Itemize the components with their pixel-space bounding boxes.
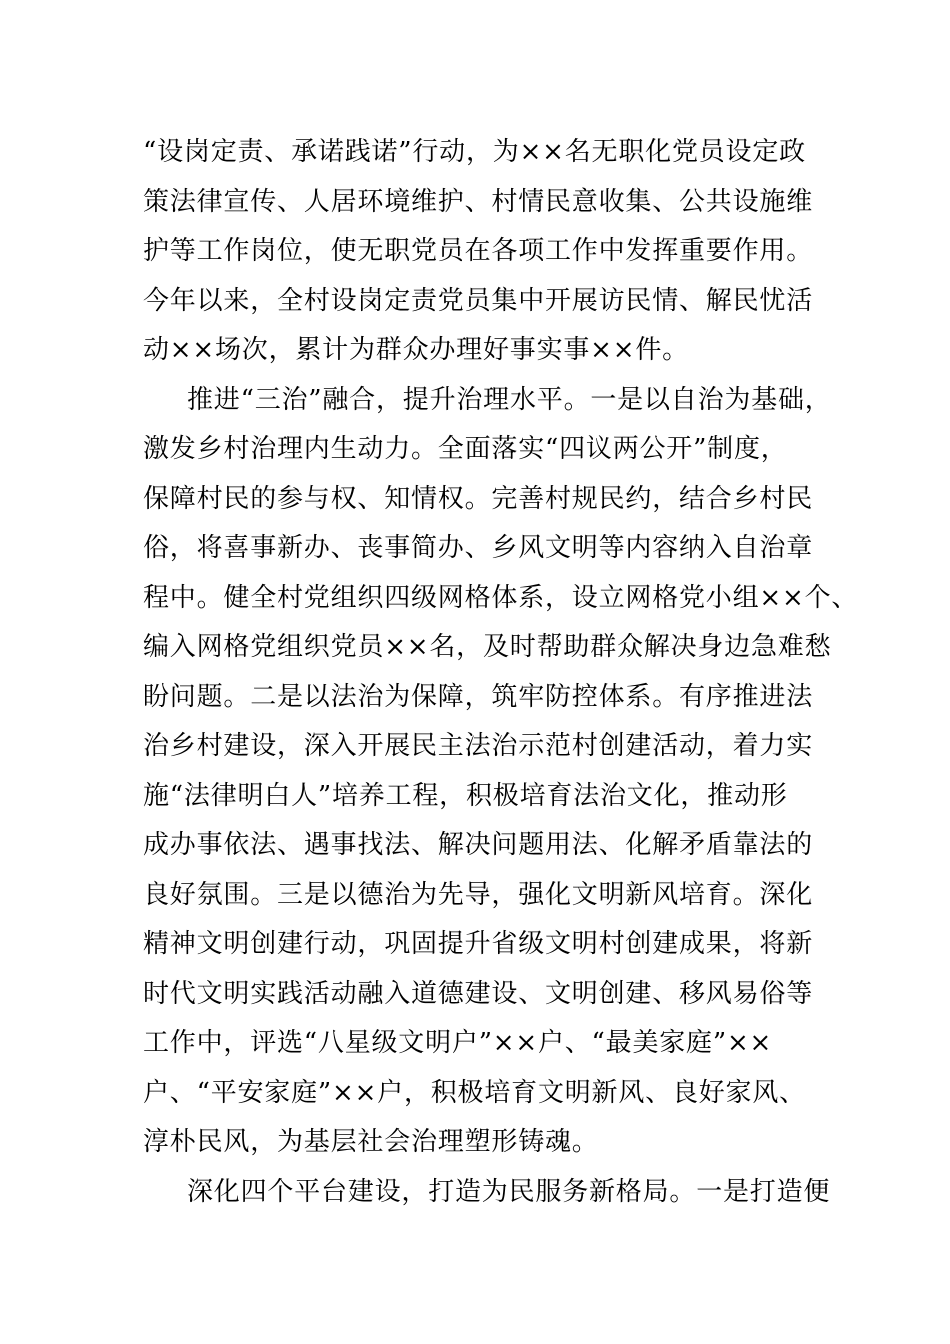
text-line: 今年以来，全村设岗定责党员集中开展访民情、解民忧活 bbox=[143, 285, 814, 316]
body-text bbox=[143, 128, 859, 1217]
text-line: 施“法律明白人”培养工程，积极培育法治文化，推动形 bbox=[143, 780, 788, 811]
text-line: 淳朴民风，为基层社会治理塑形铸魂。 bbox=[143, 1127, 599, 1157]
paragraph-start-line: 深化四个平台建设，打造为民服务新格局。一是打造便 bbox=[187, 1176, 831, 1207]
text-line: 策法律宣传、人居环境维护、村情民意收集、公共设施维 bbox=[143, 186, 814, 217]
text-line: 激发乡村治理内生动力。全面落实“四议两公开”制度， bbox=[143, 434, 788, 464]
text-line: 护等工作岗位，使无职党员在各项工作中发挥重要作用。 bbox=[143, 236, 814, 266]
text-line: 工作中，评选“八星级文明户”××户、“最美家庭”×× bbox=[143, 1028, 773, 1058]
text-line: 时代文明实践活动融入道德建设、文明创建、移风易俗等 bbox=[143, 978, 814, 1009]
text-line: 精神文明创建行动，巩固提升省级文明村创建成果，将新 bbox=[143, 929, 814, 959]
text-line: “设岗定责、承诺践诺”行动，为××名无职化党员设定政 bbox=[143, 137, 806, 167]
paragraph-start-line: 推进“三治”融合，提升治理水平。一是以自治为基础， bbox=[187, 384, 832, 415]
text-line: 户、“平安家庭”××户，积极培育文明新风、良好家风、 bbox=[143, 1077, 806, 1108]
text-line: 成办事依法、遇事找法、解决问题用法、化解矛盾靠法的 bbox=[143, 830, 814, 860]
text-line: 程中。健全村党组织四级网格体系，设立网格党小组××个、 bbox=[143, 582, 859, 613]
text-line: 治乡村建设，深入开展民主法治示范村创建活动，着力实 bbox=[143, 731, 814, 761]
text-line: 盼问题。二是以法治为保障，筑牢防控体系。有序推进法 bbox=[143, 681, 814, 712]
text-line: 动××场次，累计为群众办理好事实事××件。 bbox=[143, 335, 689, 365]
text-line: 保障村民的参与权、知情权。完善村规民约，结合乡村民 bbox=[143, 483, 814, 514]
text-line: 俗，将喜事新办、丧事简办、乡风文明等内容纳入自治章 bbox=[143, 533, 814, 563]
text-line: 编入网格党组织党员××名，及时帮助群众解决身边急难愁 bbox=[143, 632, 832, 662]
text-line: 良好氛围。三是以德治为先导，强化文明新风培育。深化 bbox=[143, 879, 814, 910]
